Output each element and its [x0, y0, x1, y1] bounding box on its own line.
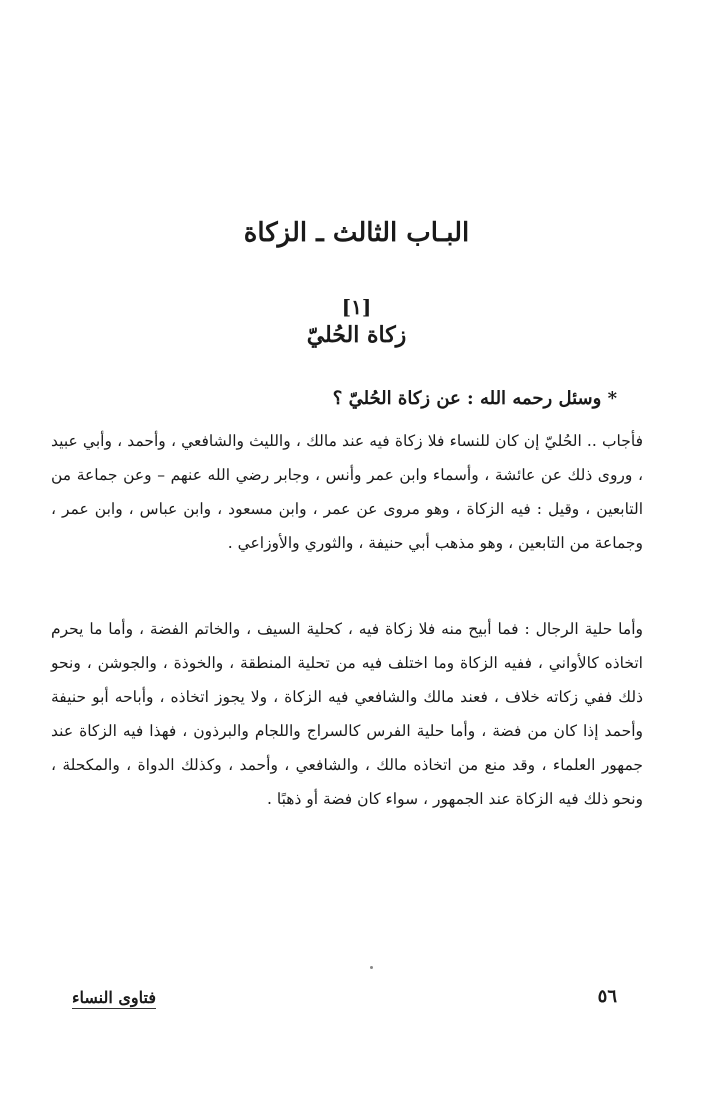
answer-paragraph-1: فأجاب .. الحُليّ إن كان للنساء فلا زكاة فيه عند مالك ، والليث والشافعي ، وأحمد ، وأبي عبيد ، وروى ذلك عن عائشة ، وأسماء وابن عمر وأنس ، وجابر رضي الله عنهم – وعن جماعة من التابعين ، وقيل : فيه الزكاة ، وهو مروى عن عمر ، وابن مسعود ، وابن عباس ، وابن عمر ، وجماعة من التابعين ، وهو مذهب أبي حنيفة ، والثوري والأوزاعي . [51, 432, 643, 552]
question-heading: * وسئل رحمه الله : عن زكاة الحُليّ ؟ [332, 388, 617, 409]
footer-book-title: فتاوى النساء [72, 988, 156, 1007]
page-number: ٥٦ [597, 986, 617, 1007]
chapter-title: البـاب الثالث ـ الزكاة [243, 218, 470, 248]
answer-paragraph-2: وأما حلية الرجال : فما أبيح منه فلا زكاة فيه ، كحلية السيف ، والخاتم الفضة ، وأما ما يحرم اتخاذه كالأواني ، ففيه الزكاة وما اختلف فيه من تحلية المنطقة ، والخوذة ، والجوشن ، ونحو ذلك ففي زكاته خلاف ، فعند مالك والشافعي فيه الزكاة ، ولا يجوز اتخاذه ، وأباحه أبو حنيفة وأحمد إذا كان من فضة ، وأما حلية الفرس كالسراج واللجام والبرذون ، فهذا فيه الزكاة عند جمهور العلماء ، وقد منع من اتخاذه مالك ، والشافعي ، وأحمد ، وكذلك الدواة ، والمكحلة ، ونحو ذلك فيه الزكاة عند الجمهور ، سواء كان فضة أو ذهبًا . [51, 620, 643, 808]
section-number: [١] [341, 295, 372, 319]
section-title: زكاة الحُليّ [306, 322, 407, 348]
page-dot [370, 966, 373, 969]
